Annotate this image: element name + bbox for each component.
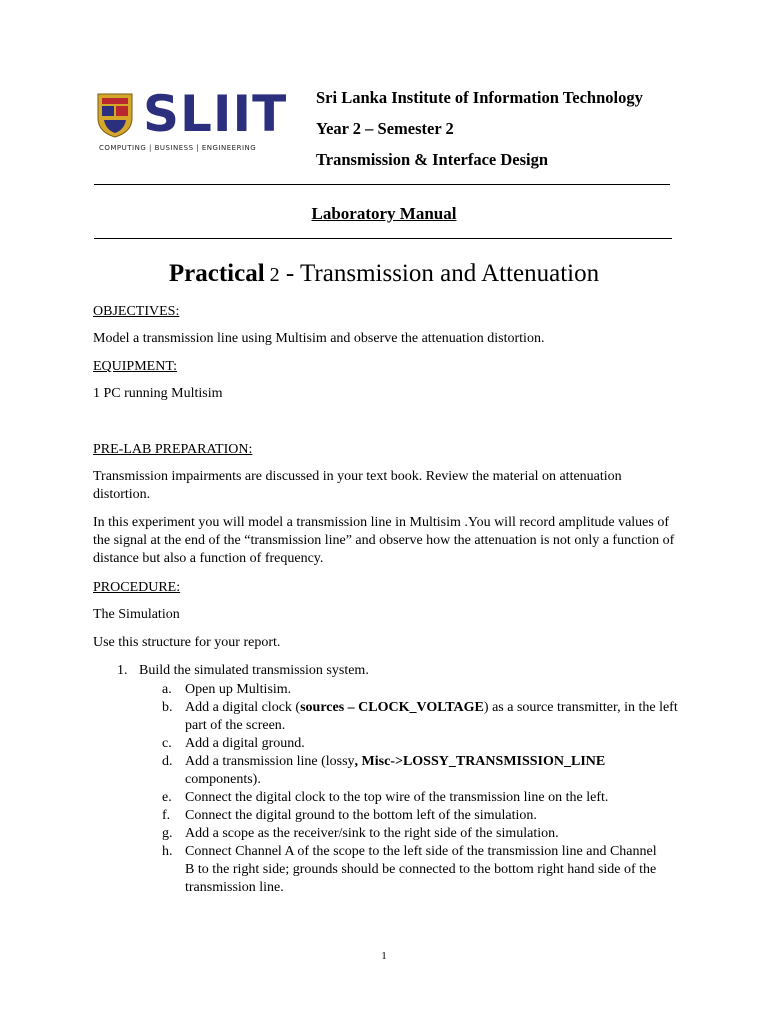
structure-note: Use this structure for your report.	[93, 635, 281, 650]
step-number: 1.	[117, 663, 128, 678]
simulation-label: The Simulation	[93, 607, 180, 622]
prelab-paragraph-2: In this experiment you will model a transmission line in Multisim .You will record amplitude values of the signal at the end of the “transmission line” and observe how the attenuation is not only a function of distance but also a function of frequency.	[93, 515, 675, 566]
logo-tagline: COMPUTING | BUSINESS | ENGINEERING	[99, 144, 257, 152]
practical-number: 2	[269, 264, 280, 286]
objectives-text: Model a transmission line using Multisim and observe the attenuation distortion.	[93, 331, 545, 346]
title-divider	[94, 238, 672, 239]
logo-wordmark: SLIIT	[143, 85, 288, 143]
practical-subject: - Transmission and Attenuation	[279, 260, 600, 287]
objectives-heading: OBJECTIVES:	[93, 304, 180, 319]
year-semester: Year 2 – Semester 2	[316, 119, 454, 138]
crest-icon	[96, 92, 134, 138]
equipment-heading: EQUIPMENT:	[93, 359, 178, 374]
manual-title: Laboratory Manual	[311, 204, 457, 223]
module-name: Transmission & Interface Design	[316, 150, 549, 169]
equipment-text: 1 PC running Multisim	[93, 386, 223, 401]
page-number: 1	[381, 950, 387, 962]
sliit-logo	[96, 86, 294, 158]
prelab-heading: PRE-LAB PREPARATION:	[93, 442, 253, 457]
practical-label: Practical	[168, 260, 265, 287]
institute-name: Sri Lanka Institute of Information Technology	[316, 88, 643, 107]
header-divider	[94, 184, 670, 185]
procedure-heading: PROCEDURE:	[93, 580, 181, 595]
prelab-paragraph-1: Transmission impairments are discussed in your text book. Review the material on attenuation distortion.	[93, 469, 622, 502]
step-text: Build the simulated transmission system.	[139, 663, 369, 678]
practical-title	[0, 257, 768, 292]
